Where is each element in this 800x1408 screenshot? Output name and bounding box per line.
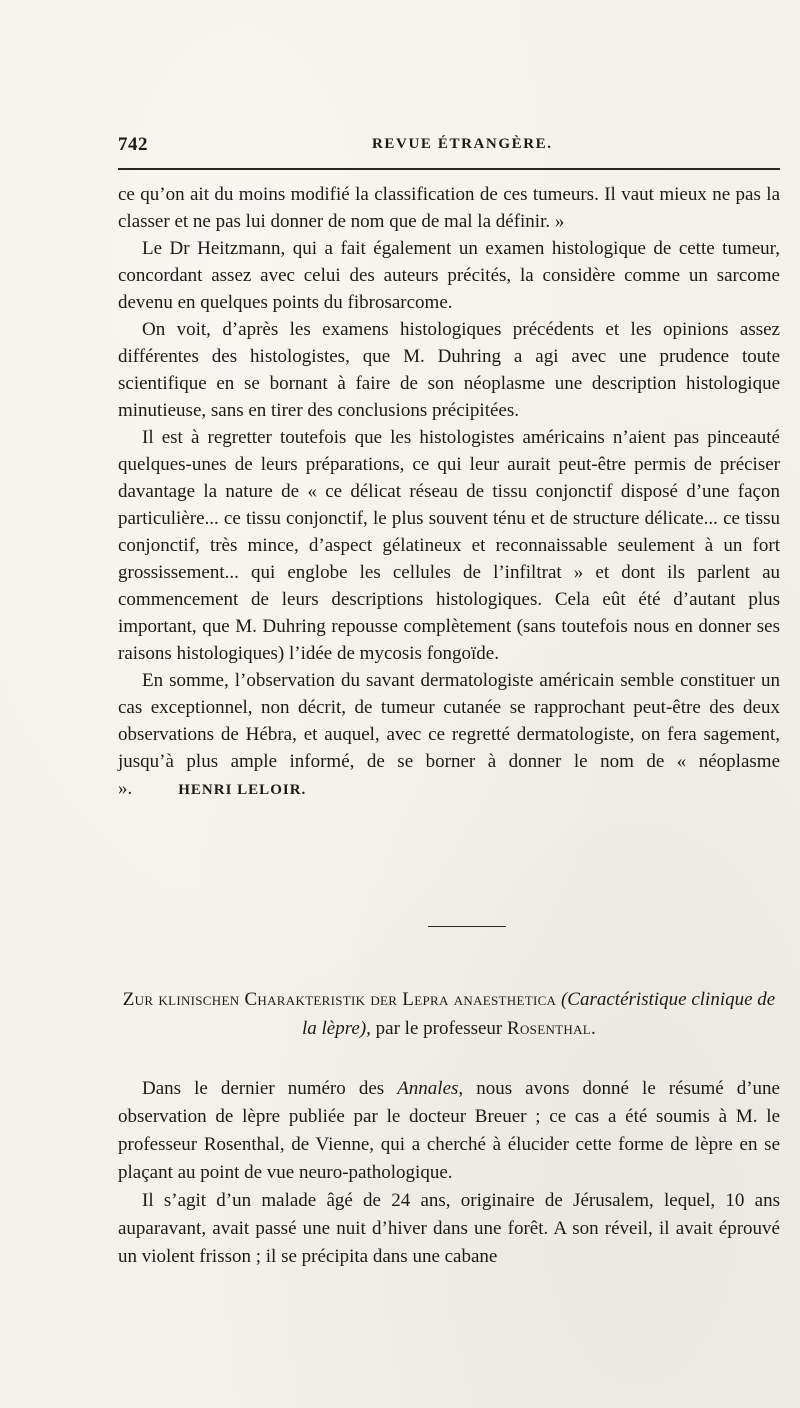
- paragraph-with-signature: [118, 667, 780, 804]
- page-header: [118, 134, 780, 156]
- title-german: Zur klinischen Charakteristik der Lepra anaesthetica: [122, 989, 557, 1010]
- paragraph: Le Dr Heitzmann, qui a fait également un examen histologique de cette tumeur, concordant assez avec celui des auteurs précités, la considère comme un sarcome devenu en quelques points du fibrosarcome.: [118, 238, 780, 313]
- article-lepra: [118, 1075, 780, 1271]
- page-number: 742: [118, 134, 148, 155]
- paragraph-start: Dans le dernier numéro des: [142, 1078, 398, 1099]
- paragraph: Il s’agit d’un malade âgé de 24 ans, originaire de Jérusalem, lequel, 10 ans auparavant, avait passé une nuit d’hiver dans une forêt. A son réveil, il avait éprouvé un violent frisson ; il se précipita dans une cabane: [118, 1190, 780, 1267]
- section-title: [118, 985, 780, 1043]
- title-byline: par le professeur: [370, 1018, 508, 1039]
- section-divider: [428, 926, 506, 927]
- running-head: REVUE ÉTRANGÈRE.: [372, 136, 553, 152]
- title-french: (Caractéristique clinique de la lèpre),: [301, 989, 776, 1039]
- header-rule: [118, 168, 780, 170]
- article-continuation: [118, 181, 780, 804]
- paragraph-end: nous avons donné le résumé d’une observation de lèpre publiée par le docteur Breuer ; ce cas a été soumis à M. le professeur Rosenthal, de Vienne, qui a cherché à élucider cette forme de lèpre en se plaçant au point de vue neuro-pathologique.: [118, 1078, 780, 1183]
- journal-title: Annales,: [397, 1078, 464, 1099]
- author-signature: HENRI LELOIR.: [178, 782, 307, 798]
- paragraph-text: En somme, l’observation du savant dermatologiste américain semble constituer un cas exceptionnel, non décrit, de tumeur cutanée se rapprochant peut-être des deux observations de Hébra, et auquel, avec ce regretté dermatologiste, on fera sagement, jusqu’à plus ample informé, de se borner à donner le nom de « néoplasme ».: [118, 670, 780, 799]
- paragraph: On voit, d’après les examens histologiques précédents et les opinions assez différentes des histologistes, que M. Duhring a agi avec une prudence toute scientifique en se bornant à faire de son néoplasme une description histologique minutieuse, sans en tirer des conclusions précipitées.: [118, 319, 780, 421]
- paragraph: ce qu’on ait du moins modifié la classification de ces tumeurs. Il vaut mieux ne pas la classer et ne pas lui donner de nom que de mal la définir. »: [118, 184, 780, 232]
- title-author: Rosenthal.: [507, 1018, 597, 1039]
- paragraph: [118, 1075, 780, 1187]
- paragraph: Il est à regretter toutefois que les histologistes américains n’aient pas pinceauté quelques-unes de leurs préparations, ce qui leur aurait peut-être permis de préciser davantage la nature de « ce délicat réseau de tissu conjonctif disposé d’une façon particulière... ce tissu conjonctif, le plus souvent ténu et de structure délicate... ce tissu conjonctif, très mince, d’aspect gélatineux et reconnaissable seulement à un fort grossissement... qui englobe les cellules de l’infiltrat » et dont ils parlent au commencement de leurs descriptions histologiques. Cela eût été d’autant plus important, que M. Duhring repousse complètement (sans toutefois nous en donner ses raisons histologiques) l’idée de mycosis fongoïde.: [118, 427, 780, 664]
